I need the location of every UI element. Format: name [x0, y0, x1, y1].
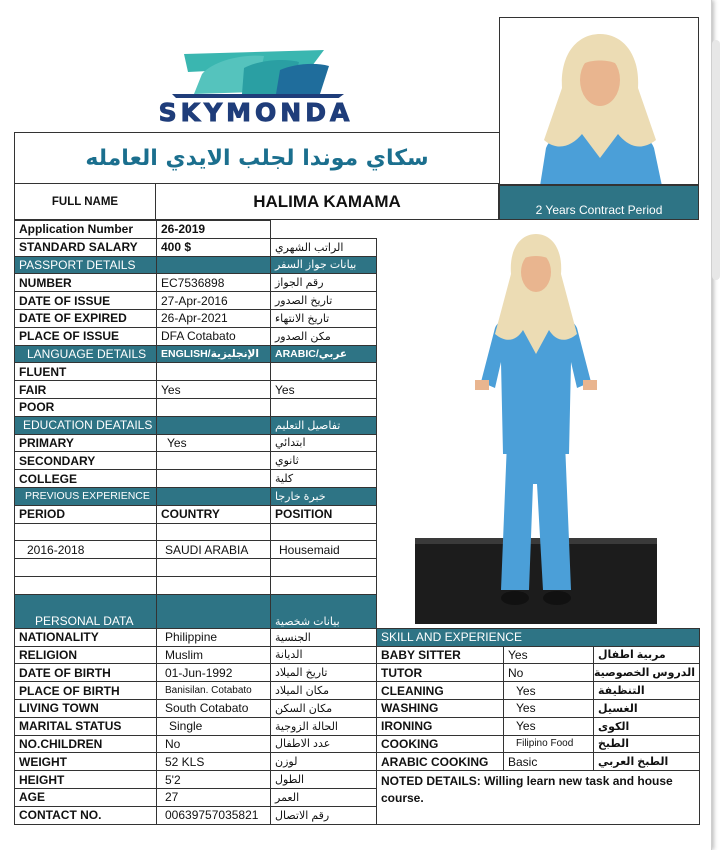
table-row — [15, 434, 700, 452]
table-row — [15, 576, 700, 594]
height-label: HEIGHT — [15, 771, 157, 789]
height-ar: الطول — [271, 771, 377, 789]
washing-value: Yes — [504, 699, 594, 717]
passport-number-value: EC7536898 — [157, 274, 271, 292]
scrollbar[interactable] — [712, 40, 720, 280]
religion-label: RELIGION — [15, 646, 157, 664]
college-label: COLLEGE — [15, 470, 157, 488]
fair-arabic: Yes — [271, 381, 377, 399]
table-row — [15, 753, 700, 771]
marital-status-ar: الحالة الزوجية — [271, 717, 377, 735]
table-row — [15, 505, 700, 523]
table-row — [15, 523, 700, 541]
table-row — [15, 594, 700, 628]
washing-ar: الغسيل — [594, 699, 700, 717]
experience-position: Housemaid — [271, 541, 377, 559]
country-header: COUNTRY — [157, 505, 271, 523]
table-row — [15, 771, 700, 789]
ironing-value: Yes — [504, 717, 594, 735]
secondary-label: SECONDARY — [15, 452, 157, 470]
full-name-cell — [156, 184, 499, 220]
brand-logo — [84, 40, 428, 125]
salary-label: STANDARD SALARY — [15, 238, 157, 256]
table-row — [15, 309, 700, 327]
table-row — [15, 256, 700, 274]
experience-section-ar: خبرة خارجا — [271, 487, 377, 505]
position-header: POSITION — [271, 505, 377, 523]
weight-value: 52 KLS — [157, 753, 271, 771]
expiry-date-ar: تاريخ الانتهاء — [271, 309, 377, 327]
poor-arabic — [271, 398, 377, 416]
religion-value: Muslim — [157, 646, 271, 664]
application-label: Application Number — [15, 221, 157, 239]
marital-status-value: Single — [157, 717, 271, 735]
religion-ar: الديانة — [271, 646, 377, 664]
college-value — [157, 470, 271, 488]
education-section: EDUCATION DEATAILS — [15, 416, 157, 434]
washing-label: WASHING — [377, 699, 504, 717]
education-section-ar: تفاصيل التعليم — [271, 416, 377, 434]
table-row — [15, 363, 700, 381]
table-row — [15, 735, 700, 753]
nationality-value: Philippine — [157, 628, 271, 646]
table-row — [15, 487, 700, 505]
skills-section: SKILL AND EXPERIENCE — [377, 628, 700, 646]
noted-details: NOTED DETAILS: Willing learn new task and house course. — [377, 771, 700, 824]
table-row — [15, 682, 700, 700]
cleaning-label: CLEANING — [377, 682, 504, 700]
table-row — [15, 292, 700, 310]
marital-status-label: MARITAL STATUS — [15, 717, 157, 735]
living-town-label: LIVING TOWN — [15, 699, 157, 717]
weight-label: WEIGHT — [15, 753, 157, 771]
cooking-ar: الطبخ — [594, 735, 700, 753]
age-ar: العمر — [271, 788, 377, 806]
arabic-title-box — [14, 132, 499, 184]
table-row — [15, 221, 700, 239]
living-town-ar: مكان السكن — [271, 699, 377, 717]
contact-label: CONTACT NO. — [15, 806, 157, 824]
primary-label: PRIMARY — [15, 434, 157, 452]
nationality-ar: الجنسية — [271, 628, 377, 646]
fair-english: Yes — [157, 381, 271, 399]
issue-place-ar: مكن الصدور — [271, 327, 377, 345]
full-name-label-cell — [14, 184, 156, 220]
table-row — [15, 646, 700, 664]
cv-table — [14, 220, 700, 825]
cooking-value: Filipino Food — [504, 735, 594, 753]
children-label: NO.CHILDREN — [15, 735, 157, 753]
contact-value: 00639757035821 — [157, 806, 271, 824]
table-row — [15, 274, 700, 292]
issue-date-label: DATE OF ISSUE — [15, 292, 157, 310]
babysitter-ar: مربية اطفال — [594, 646, 700, 664]
babysitter-label: BABY SITTER — [377, 646, 504, 664]
dob-ar: تاريخ الميلاد — [271, 664, 377, 682]
contract-period-badge — [499, 185, 699, 220]
issue-place-value: DFA Cotabato — [157, 327, 271, 345]
portrait-photo — [499, 17, 699, 185]
contact-ar: رقم الاتصال — [271, 806, 377, 824]
pob-label: PLACE OF BIRTH — [15, 682, 157, 700]
fair-label: FAIR — [15, 381, 157, 399]
arabic-cooking-value: Basic — [504, 753, 594, 771]
table-row — [15, 327, 700, 345]
passport-section-ar: بيانات جواز السفر — [271, 256, 377, 274]
babysitter-value: Yes — [504, 646, 594, 664]
passport-section: PASSPORT DETAILS — [15, 256, 157, 274]
tutor-value: No — [504, 664, 594, 682]
dob-value: 01-Jun-1992 — [157, 664, 271, 682]
fluent-arabic — [271, 363, 377, 381]
language-arabic-header: ARABIC/عربي — [271, 345, 377, 363]
experience-country: SAUDI ARABIA — [157, 541, 271, 559]
primary-ar: ابتدائي — [271, 434, 377, 452]
issue-date-value: 27-Apr-2016 — [157, 292, 271, 310]
secondary-ar: ثانوي — [271, 452, 377, 470]
cooking-label: COOKING — [377, 735, 504, 753]
language-english-header: ENGLISH/الإنجليزية — [157, 345, 271, 363]
application-value: 26-2019 — [157, 221, 271, 239]
table-row — [15, 664, 700, 682]
logo-text: SKYMONDA — [84, 98, 428, 127]
children-value: No — [157, 735, 271, 753]
arabic-cooking-ar: الطبخ العربي — [594, 753, 700, 771]
ironing-label: IRONING — [377, 717, 504, 735]
pob-value: Banisilan. Cotabato — [157, 682, 271, 700]
cleaning-ar: التنظيفة — [594, 682, 700, 700]
college-ar: كلية — [271, 470, 377, 488]
fluent-label: FLUENT — [15, 363, 157, 381]
table-row — [15, 398, 700, 416]
full-name: HALIMA KAMAMA — [253, 191, 401, 211]
weight-ar: لوزن — [271, 753, 377, 771]
children-ar: عدد الاطفال — [271, 735, 377, 753]
portrait-figure — [500, 18, 699, 185]
arabic-title: سكاي موندا لجلب الايدي العامله — [85, 145, 429, 171]
table-row — [15, 470, 700, 488]
secondary-value — [157, 452, 271, 470]
tutor-label: TUTOR — [377, 664, 504, 682]
poor-english — [157, 398, 271, 416]
personal-section: PERSONAL DATA — [15, 594, 157, 628]
table-row — [15, 452, 700, 470]
full-name-label: FULL NAME — [51, 195, 119, 208]
table-row — [15, 541, 700, 559]
salary-ar: الراتب الشهري — [271, 238, 377, 256]
age-value: 27 — [157, 788, 271, 806]
table-row — [15, 559, 700, 577]
height-value: 5'2 — [157, 771, 271, 789]
living-town-value: South Cotabato — [157, 699, 271, 717]
fluent-english — [157, 363, 271, 381]
primary-value: Yes — [157, 434, 271, 452]
passport-number-ar: رقم الجواز — [271, 274, 377, 292]
expiry-date-value: 26-Apr-2021 — [157, 309, 271, 327]
contract-period: 2 Years Contract Period — [535, 203, 663, 217]
dob-label: DATE OF BIRTH — [15, 664, 157, 682]
table-row — [15, 628, 700, 646]
table-row — [15, 416, 700, 434]
expiry-date-label: DATE OF EXPIRED — [15, 309, 157, 327]
poor-label: POOR — [15, 398, 157, 416]
language-section: LANGUAGE DETAILS — [15, 345, 157, 363]
personal-section-ar: بيانات شخصية — [271, 594, 377, 628]
cleaning-value: Yes — [504, 682, 594, 700]
passport-number-label: NUMBER — [15, 274, 157, 292]
pob-ar: مكان الميلاد — [271, 682, 377, 700]
salary-value: 400 $ — [157, 238, 271, 256]
experience-section: PREVIOUS EXPERIENCE — [15, 487, 157, 505]
age-label: AGE — [15, 788, 157, 806]
tutor-ar: الدروس الخصوصية — [594, 664, 700, 682]
experience-period: 2016-2018 — [15, 541, 157, 559]
table-row — [15, 717, 700, 735]
table-row — [15, 238, 700, 256]
table-row — [15, 345, 700, 363]
nationality-label: NATIONALITY — [15, 628, 157, 646]
table-row — [15, 699, 700, 717]
ironing-ar: الكوى — [594, 717, 700, 735]
issue-place-label: PLACE OF ISSUE — [15, 327, 157, 345]
table-row — [15, 381, 700, 399]
issue-date-ar: تاريخ الصدور — [271, 292, 377, 310]
arabic-cooking-label: ARABIC COOKING — [377, 753, 504, 771]
period-header: PERIOD — [15, 505, 157, 523]
